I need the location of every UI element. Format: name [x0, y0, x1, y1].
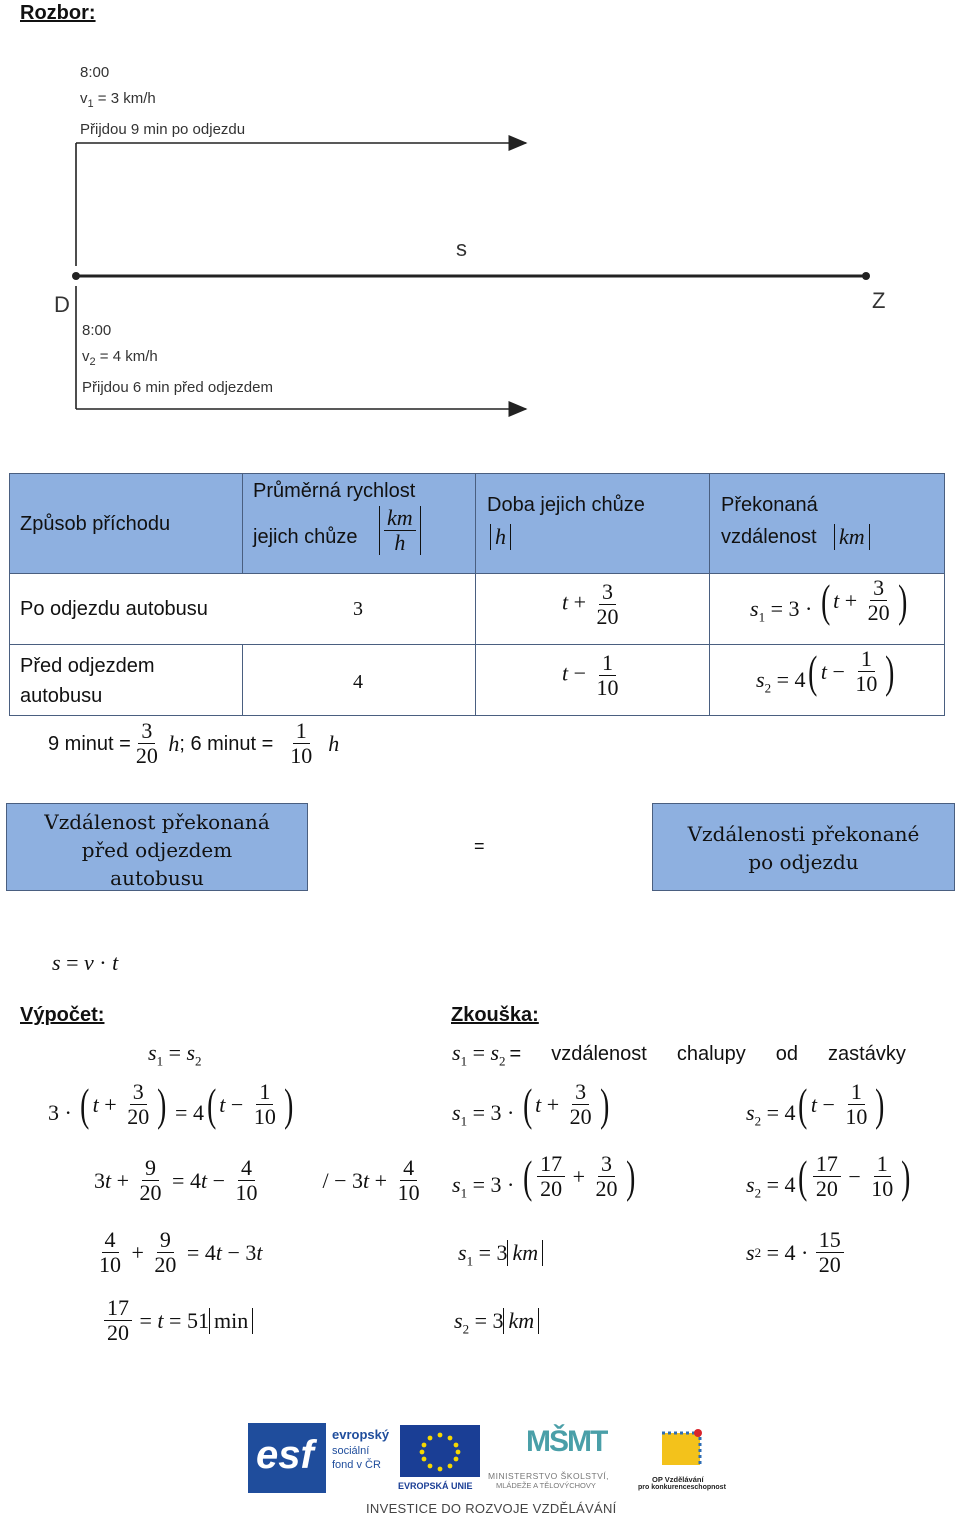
bottom-note: Přijdou 6 min před odjezdem [82, 379, 273, 396]
calc-line-4: $\frac{4}{10}$ + $\frac{9}{20}$ = 4 t − 3 t [99, 1227, 263, 1278]
calc-line-2: 3 · ( t + $\frac{3}{20}$ ) = 4 ( t − $\frac{1}{10}$ ) [48, 1078, 296, 1131]
bottom-speed: $v_2 = 4$ km/h [82, 348, 158, 368]
equals-sign: = [474, 836, 485, 856]
header-distance: Překonaná vzdálenost km [709, 473, 945, 574]
check-s2-line-1: $s_2 = 4$ ( t − $\frac{1}{10}$ ) [746, 1078, 888, 1131]
eu-stars-icon [400, 1425, 480, 1477]
rozbor-heading: Rozbor: [20, 2, 96, 24]
distance-before-box: Vzdálenost překonaná před odjezdem autobusu [6, 803, 308, 891]
row-after-departure: Po odjezdu autobusu 3 [9, 573, 476, 645]
op-logo: OP Vzdělávání pro konkurenceschopnost [638, 1423, 732, 1493]
motion-diagram [0, 0, 960, 440]
check-s2-line-2: $s_2 = 4$ ( $\frac{17}{20}$ − $\frac{1}{10}$ ) [746, 1150, 914, 1203]
header-time: Doba jejich chůze h [475, 473, 710, 574]
check-heading: Zkouška: [451, 1004, 539, 1026]
time-conversion: 9 minut = $\frac{3}{20}$ h ; 6 minut = $\frac{1}{10}$ h [48, 718, 340, 769]
distance-label: s [456, 236, 467, 261]
row-before-departure: Před odjezdem autobusu [9, 644, 243, 716]
calc-line-1: $s_1 = s_2$ [148, 1040, 202, 1069]
calc-result: $\frac{17}{20}$ = t = 51 min [102, 1296, 253, 1345]
check-s1-result: $s_1 = 3$ km [458, 1240, 543, 1269]
end-label: Z [872, 288, 886, 313]
footer-logos [248, 1423, 732, 1517]
start-label: D [54, 292, 70, 317]
top-note: Přijdou 9 min po odjezdu [80, 121, 246, 138]
check-s2-result: $s_2 = 3$ km [454, 1308, 539, 1337]
check-s1-line-1: $s_1 = 3$ · ( t + $\frac{3}{20}$ ) [452, 1078, 612, 1131]
distance-after-box: Vzdálenosti překonané po odjezdu [652, 803, 955, 891]
speed-before: 4 [242, 644, 476, 716]
header-speed: Průměrná rychlost jejich chůze $\frac{km}{h}$ [242, 473, 476, 574]
check-line-1: $s_1 = s_2$ = vzdálenost chalupy od zastávky [452, 1040, 906, 1069]
footer-slogan: INVESTICE DO ROZVOJE VZDĚLÁVÁNÍ [366, 1501, 617, 1516]
top-time: 8:00 [80, 64, 110, 81]
op-emblem-icon [638, 1423, 732, 1473]
msmt-mark-icon: MŠMT [526, 1425, 607, 1458]
eu-logo: EVROPSKÁ UNIE [398, 1423, 482, 1493]
check-s1-line-2: $s_1 = 3$ · ( $\frac{17}{20}$ + $\frac{3}{20}$ ) [452, 1150, 638, 1203]
bottom-time: 8:00 [82, 322, 112, 339]
top-speed: $v_1 = 3$ km/h [80, 90, 156, 110]
distance-before: $s_2 = 4$ ( t − $\frac{1}{10}$ ) [709, 644, 945, 716]
time-before: t − $\frac{1}{10}$ [475, 644, 710, 716]
header-method: Způsob příchodu [9, 473, 243, 574]
time-after: t + $\frac{3}{20}$ [475, 573, 710, 645]
data-table [9, 473, 945, 716]
check-s2-line-3: s 2 = 4 · $\frac{15}{20}$ [746, 1228, 846, 1277]
msmt-logo: MŠMT MINISTERSTVO ŠKOLSTVÍ, MLÁDEŽE A TĚLOVÝCHOVY [488, 1425, 610, 1490]
calc-heading: Výpočet: [20, 1004, 105, 1026]
calc-line-3: 3 t + $\frac{9}{20}$ = 4 t − $\frac{4}{10}$ / − 3t + $\frac{4}{10}$ [94, 1155, 420, 1206]
esf-logo: esf evropský sociální fond v ČR [248, 1423, 388, 1493]
formula-svt: s = v · t [52, 950, 119, 975]
distance-after: $s_1 = 3$ · ( t + $\frac{3}{20}$ ) [709, 573, 945, 645]
